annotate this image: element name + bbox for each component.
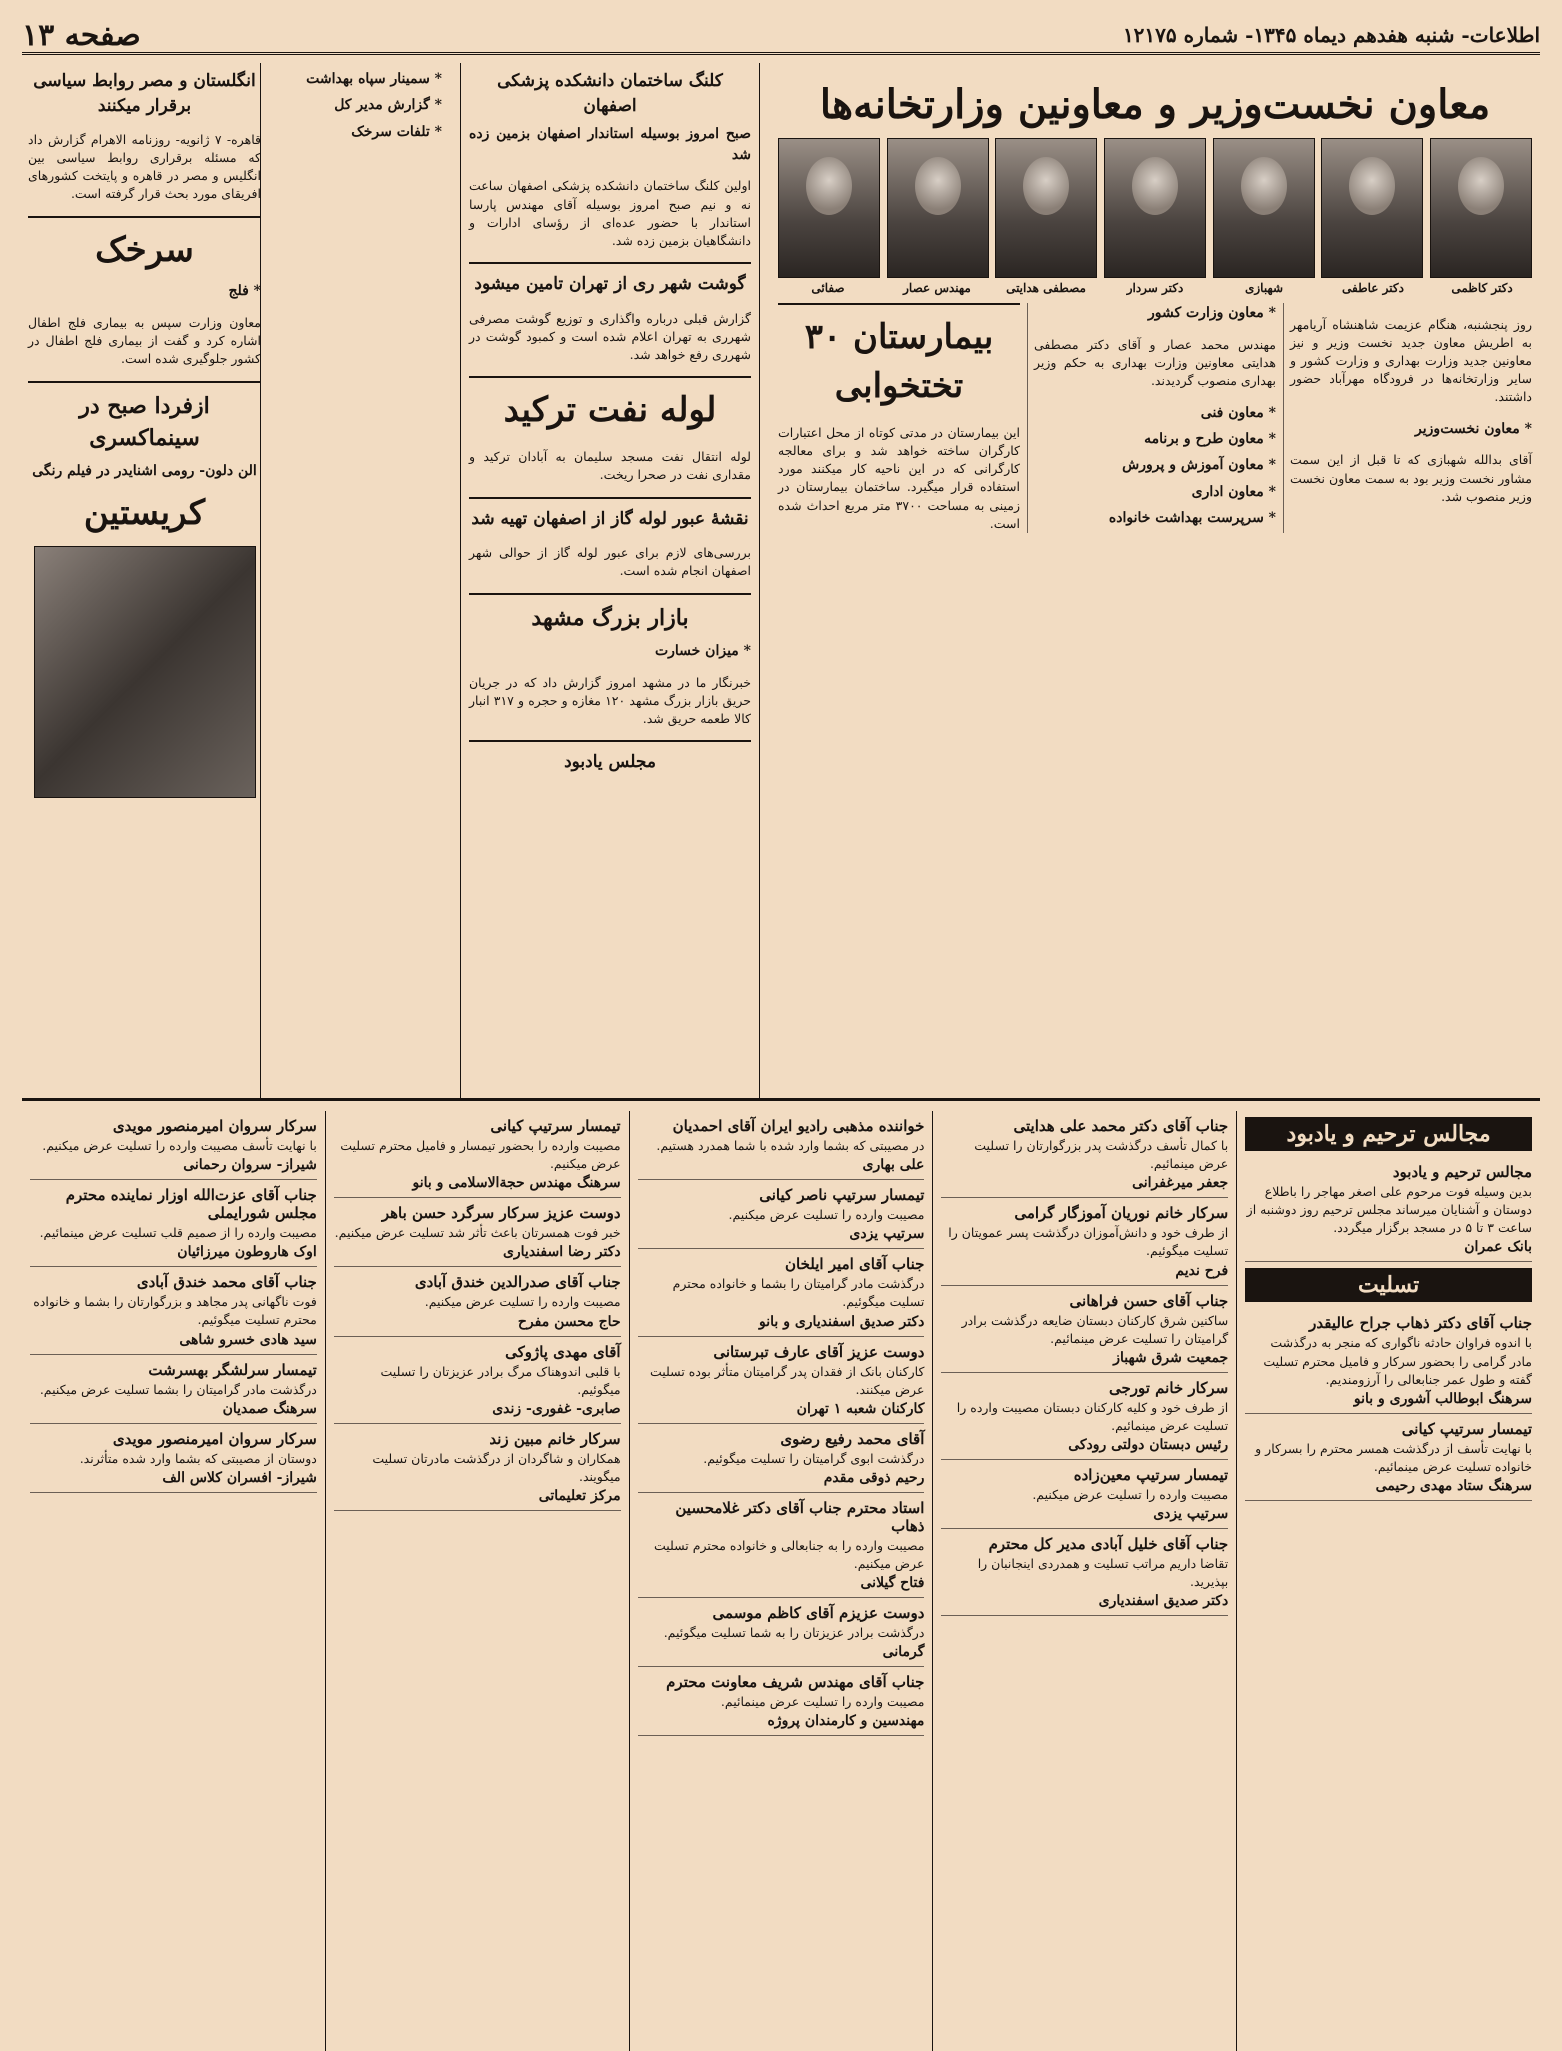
obit-body: از طرف خود و دانش‌آموزان درگذشت پسر عمویتان را تسلیت میگوئیم. xyxy=(948,1225,1229,1259)
obit-body: دوستان از مصیبتی که بشما وارد شده متأثرند. xyxy=(79,1450,317,1466)
portrait-photo xyxy=(995,138,1097,278)
obit-notice xyxy=(638,1424,925,1493)
portrait-photo xyxy=(1430,138,1532,278)
lead-story xyxy=(770,63,1540,1098)
obit-sign: جمعیت شرق شهباز xyxy=(1113,1349,1229,1366)
obit-title: خواننده مذهبی رادیو ایران آقای احمدیان xyxy=(672,1117,925,1135)
film-ad-subtitle: الن دلون- رومی اشنایدر در فیلم رنگی xyxy=(32,462,257,479)
left-center-column xyxy=(260,63,450,1098)
portrait-captions xyxy=(778,281,1532,295)
lead-subhead: * سرپرست بهداشت خانواده xyxy=(1108,509,1276,526)
section-box-title: تسلیت xyxy=(1245,1268,1532,1302)
obit-sign: سید هادی خسرو شاهی xyxy=(179,1331,317,1348)
obit-notice xyxy=(30,1180,317,1267)
obituaries-section xyxy=(22,1111,1540,2051)
obit-body: با کمال تأسف درگذشت پدر بزرگوارتان را تسلیت عرض مینمائیم. xyxy=(974,1138,1229,1172)
divider xyxy=(469,740,751,742)
obit-notice xyxy=(941,1460,1228,1529)
obit-title: سرکار سروان امیرمنصور مویدی xyxy=(112,1117,317,1135)
portrait-photo xyxy=(1321,138,1423,278)
obit-notice xyxy=(334,1267,621,1336)
obit-title: سرکار خانم مبین زند xyxy=(489,1429,621,1448)
obit-notice xyxy=(30,1111,317,1180)
story-subhead: * میزان خسارت xyxy=(654,642,751,659)
obit-title: جناب آقای دکتر محمد علی هدایتی xyxy=(1013,1117,1229,1135)
obit-notice xyxy=(30,1424,317,1493)
far-left-column xyxy=(22,63,267,1098)
obit-notice xyxy=(638,1598,925,1667)
obit-title: استاد محترم جناب آقای دکتر غلامحسین ذهاب xyxy=(675,1498,925,1535)
story-body: خبرنگار ما در مشهد امروز گزارش داد که در جریان حریق بازار بزرگ مشهد ۱۲۰ مغازه و حجره و ۳۱۷ انبار کالا طعمه حریق شد. xyxy=(469,674,751,726)
obit-notice xyxy=(941,1111,1228,1198)
story-subhead: * گزارش مدیر کل xyxy=(334,97,442,114)
center-column xyxy=(460,63,760,1098)
obit-title: دوست عزیز آقای عارف تبرستانی xyxy=(713,1342,925,1361)
obit-body: کارکنان بانک از فقدان پدر گرامیتان متأثر بوده تسلیت عرض میکنند. xyxy=(649,1363,925,1397)
obit-sign: شیراز- افسران کلاس الف xyxy=(162,1469,317,1486)
obit-title: جناب آقای دکتر ذهاب جراح عالیقدر xyxy=(1309,1314,1532,1333)
obit-body: درگذشت مادر گرامیتان را بشما تسلیت عرض میکنیم. xyxy=(39,1381,317,1397)
obit-body: مصیبت وارده را تسلیت عرض میکنیم. xyxy=(728,1207,925,1223)
obit-notice xyxy=(1245,1414,1532,1501)
obit-body: با نهایت تأسف از درگذشت همسر محترم را بسرکار و خانواده تسلیت عرض مینمائیم. xyxy=(1255,1440,1532,1474)
obit-notice xyxy=(1245,1157,1532,1262)
obit-title: تیمسار سرلشگر بهسرشت xyxy=(148,1360,317,1379)
obit-notice xyxy=(334,1198,621,1267)
lead-headline: معاون نخست‌وزیر و معاونین وزارتخانه‌ها xyxy=(819,81,1491,128)
lead-subhead: * معاون اداری xyxy=(1191,483,1276,500)
lead-subhead: * معاون وزارت کشور xyxy=(1147,305,1276,321)
obit-body: ساکنین شرق کارکنان دبستان ضایعه درگذشت برادر گرامیتان را تسلیت عرض مینمائیم. xyxy=(961,1312,1229,1346)
story-headline: لوله نفت ترکید xyxy=(503,390,717,431)
obit-notice xyxy=(941,1286,1228,1373)
obit-body: مصیبت وارده را از صمیم قلب تسلیت عرض مینمائیم. xyxy=(39,1225,317,1241)
obit-title: سرکار خانم نوریان آموزگار گرامی xyxy=(1014,1204,1229,1223)
lead-subhead: * معاون نخست‌وزیر xyxy=(1415,420,1532,437)
obit-notice xyxy=(941,1198,1228,1285)
lead-subhead: * معاون فنی xyxy=(1200,404,1276,421)
obit-body: از طرف خود و کلیه کارکنان دبستان مصیبت وارده را تسلیت عرض مینمائیم. xyxy=(956,1399,1229,1433)
story-headline: انگلستان و مصر روابط سیاسی برقرار میکنند xyxy=(33,71,256,116)
obit-notice xyxy=(30,1355,317,1424)
divider xyxy=(469,262,751,264)
obit-notice xyxy=(941,1373,1228,1460)
story-subhead: * سمینار سپاه بهداشت xyxy=(306,71,442,87)
obit-title: جناب آقای خلیل آبادی مدیر کل محترم xyxy=(988,1535,1229,1554)
lead-subhead: * معاون آموزش و پرورش xyxy=(1122,457,1276,474)
obit-notice xyxy=(638,1493,925,1598)
obit-sign: علی بهاری xyxy=(862,1157,925,1174)
portrait-photo xyxy=(887,138,989,278)
obit-sign: سرهنگ ابوطالب آشوری و بانو xyxy=(1353,1390,1532,1407)
obit-sign: مهندسین و کارمندان پروژه xyxy=(767,1713,925,1730)
obit-sign: رئیس دبستان دولتی رودکی xyxy=(1068,1437,1229,1453)
obit-body: با اندوه فراوان حادثه ناگواری که منجر به درگذشت مادر گرامی را بحضور سرکار و فامیل محترم تسلیت گفته و طول عمر جنابعالی را آرزومندیم. xyxy=(1263,1335,1532,1387)
obit-title: جناب آقای عزت‌الله اوزار نماینده محترم مجلس شورایملی xyxy=(65,1186,317,1223)
divider xyxy=(469,593,751,595)
hospital-headline: بیمارستان ۳۰ تختخوابی xyxy=(804,317,994,407)
obit-notice xyxy=(1245,1308,1532,1413)
obit-notice xyxy=(334,1337,621,1424)
obit-title: آقای محمد رفیع رضوی xyxy=(780,1429,925,1448)
obit-body: مصیبت وارده را به جنابعالی و خانواده محترم تسلیت عرض میکنیم. xyxy=(653,1537,925,1571)
obit-notice xyxy=(638,1249,925,1336)
film-ad-title: ازفردا صبح در سینماکسری xyxy=(79,392,210,451)
section-box-title: مجالس ترحیم و یادبود xyxy=(1245,1117,1532,1151)
divider xyxy=(28,381,261,383)
upper-section xyxy=(22,63,1540,1101)
obit-title: سرکار سروان امیرمنصور مویدی xyxy=(112,1429,317,1448)
obit-body: فوت ناگهانی پدر مجاهد و بزرگوارتان را بشما و خانواده محترم تسلیت میگوئیم. xyxy=(33,1294,317,1328)
story-subhead: صبح امروز بوسیله استاندار اصفهان بزمین زده شد xyxy=(469,126,751,163)
story-subhead: * تلفات سرخک xyxy=(351,123,442,140)
obit-title: جناب آقای صدرالدین خندق آبادی xyxy=(414,1273,621,1292)
obit-body: مصیبت وارده را تسلیت عرض میکنیم. xyxy=(1032,1487,1229,1502)
obit-notice xyxy=(638,1337,925,1424)
story-headline: سرخک xyxy=(95,229,194,270)
obit-column xyxy=(629,1111,933,2051)
obit-sign: دکتر رضا اسفندیاری xyxy=(502,1244,621,1261)
lead-paragraph: آقای بدالله شهبازی که تا قبل از این سمت مشاور نخست وزیر بود به سمت معاون نخست وزیر منصوب شد. xyxy=(1290,452,1532,504)
story-body: اولین کلنگ ساختمان دانشکده پزشکی اصفهان ساعت نه و نیم صبح امروز بوسیله آقای مهندس پارسا استاندار با حضور عده‌ای از رؤسای ادارات و دانشگاهیان بزمین زده شد. xyxy=(469,178,751,248)
obit-sign: دکتر صدیق اسفندیاری و بانو xyxy=(759,1313,925,1330)
obit-title: سرکار خانم تورجی xyxy=(1109,1378,1229,1397)
page-number: صفحه ۱۳ xyxy=(22,17,141,53)
portrait-caption: مهندس عصار xyxy=(903,281,971,295)
masthead-date: اطلاعات- شنبه هفدهم دیماه ۱۳۴۵- شماره ۱۲۱۷۵ xyxy=(1122,23,1540,47)
film-ad-name: کریستین xyxy=(83,492,206,533)
obit-body: تقاضا داریم مراتب تسلیت و همدردی اینجانبان را بپذیرید. xyxy=(977,1556,1229,1590)
obit-sign: فتاح گیلانی xyxy=(860,1575,925,1592)
portrait-caption: مصطفی هدایتی xyxy=(1006,281,1086,295)
story-body: معاون وزارت سپس به بیماری فلج اطفال اشاره کرد و گفت از بیماری فلج اطفال در کشور جلوگیری شده است. xyxy=(28,314,261,367)
portrait-caption: شهبازی xyxy=(1244,281,1284,295)
obit-sign: رحیم ذوقی مقدم xyxy=(823,1469,925,1486)
obit-column xyxy=(1236,1111,1540,2051)
story-headline: گوشت شهر ری از تهران تامین میشود xyxy=(474,274,746,295)
obit-body: همکاران و شاگردان از درگذشت مادرتان تسلیت میگویند. xyxy=(372,1450,621,1484)
obit-body: با قلبی اندوهناک مرگ برادر عزیزتان را تسلیت میگوئیم. xyxy=(380,1363,621,1397)
obit-notice xyxy=(30,1267,317,1354)
story-headline: بازار بزرگ مشهد xyxy=(531,604,689,631)
story-body: لوله انتقال نفت مسجد سلیمان به آبادان ترکید و مقداری نفت در صحرا ریخت. xyxy=(469,449,751,483)
obit-body: بدین وسیله فوت مرحوم علی اصغر مهاجر را باطلاع دوستان و آشنایان میرساند مجلس ترحیم روز دوشنبه از ساعت ۳ تا ۵ در مسجد برگزار میگردد. xyxy=(1246,1184,1532,1236)
story-body: گزارش قبلی درباره واگذاری و توزیع گوشت مصرفی شهرری به تهران اعلام شده است و کمبود گوشت در شهرری رفع خواهد شد. xyxy=(469,310,751,362)
obit-title: مجالس ترحیم و یادبود xyxy=(1392,1163,1532,1181)
obit-title: دوست عزیزم آقای کاظم موسمی xyxy=(712,1604,925,1623)
obit-column xyxy=(22,1111,325,2051)
portrait-photo xyxy=(1104,138,1206,278)
obit-sign: سرتیپ یزدی xyxy=(849,1226,925,1243)
obit-column xyxy=(325,1111,629,2051)
portrait-photo xyxy=(1213,138,1315,278)
obit-notice xyxy=(941,1529,1228,1616)
story-subhead: * فلج xyxy=(228,283,261,300)
hospital-body: این بیمارستان در مدتی کوتاه از محل اعتبارات کارگران ساخته خواهد شد و برای معالجه کارگرانی که در این ناحیه کار میکنند مورد استفاده قرار میگیرد. ساختمان بیمارستان در زمینی به مساحت ۳۷۰۰ متر مربع احداث شده است. xyxy=(778,425,1020,531)
obit-title: تیمسار سرتیپ کیانی xyxy=(1401,1419,1532,1438)
obit-body: مصیبت وارده را بحضور تیمسار و فامیل محترم تسلیت عرض میکنیم. xyxy=(340,1138,621,1172)
obit-sign: دکتر صدیق اسفندیاری xyxy=(1098,1593,1229,1610)
obit-notice xyxy=(334,1111,621,1198)
divider xyxy=(469,376,751,378)
obit-sign: حاج محسن مفرح xyxy=(517,1313,621,1330)
obit-sign: کارکنان شعبه ۱ تهران xyxy=(796,1400,925,1417)
portrait-caption: دکتر کاظمی xyxy=(1451,281,1513,295)
obit-sign: سرهنگ صمدیان xyxy=(222,1400,317,1417)
obit-sign: اوک هاروطون میرزائیان xyxy=(177,1244,317,1261)
obit-sign: صابری- غفوری- زندی xyxy=(492,1400,621,1417)
obit-sign: گرمانی xyxy=(882,1644,925,1661)
divider xyxy=(28,216,261,218)
obit-body: درگذشت ابوی گرامیتان را تسلیت میگوئیم. xyxy=(703,1450,925,1466)
obit-sign: سرهنگ مهندس حجةالاسلامی و بانو xyxy=(412,1175,621,1192)
obit-body: درگذشت برادر عزیزتان را به شما تسلیت میگوئیم. xyxy=(663,1625,925,1641)
story-headline: مجلس یادبود xyxy=(564,752,656,773)
story-headline: کلنگ ساختمان دانشکده پزشکی اصفهان xyxy=(497,71,723,116)
obit-sign: شیراز- سروان رحمانی xyxy=(183,1157,317,1174)
masthead xyxy=(22,18,1540,55)
portrait-row xyxy=(778,138,1532,278)
obit-sign: بانک عمران xyxy=(1464,1239,1532,1256)
divider xyxy=(469,497,751,499)
obit-sign: جعفر میرغفرانی xyxy=(1132,1175,1229,1192)
divider xyxy=(778,303,1020,305)
obit-title: جناب آقای حسن فراهانی xyxy=(1069,1291,1229,1310)
lead-paragraph: مهندس محمد عصار و آقای دکتر مصطفی هدایتی معاونین وزارت بهداری به حکم وزیر بهداری منصوب گردیدند. xyxy=(1034,336,1276,389)
obit-title: دوست عزیز سرکار سرگرد حسن باهر xyxy=(381,1204,621,1223)
obit-body: خبر فوت همسرتان باعث تأثر شد تسلیت عرض میکنیم. xyxy=(334,1225,621,1241)
obit-sign: فرح ندیم xyxy=(1175,1262,1229,1279)
portrait-caption: صفائی xyxy=(811,281,845,295)
obit-notice xyxy=(638,1667,925,1736)
obit-title: آقای مهدی پاژوکی xyxy=(505,1342,621,1361)
obit-sign: مرکز تعلیماتی xyxy=(538,1488,621,1504)
portrait-caption: دکتر سردار xyxy=(1126,281,1184,295)
film-still-photo xyxy=(34,546,256,798)
obit-notice xyxy=(638,1111,925,1180)
lead-paragraph: روز پنجشنبه، هنگام عزیمت شاهنشاه آریامهر به اطریش معاون جدید نخست وزیر و نیز معاونین جدید وزارت بهداری و وزارت کشور و سایر وزارتخانه‌ها در فرودگاه مهرآباد حضور داشتند. xyxy=(1290,316,1532,404)
obit-title: جناب آقای محمد خندق آبادی xyxy=(136,1273,317,1292)
obit-title: تیمسار سرتیپ معین‌زاده xyxy=(1073,1466,1229,1484)
obit-column xyxy=(932,1111,1236,2051)
obit-body: مصیبت وارده را تسلیت عرض میکنیم. xyxy=(424,1294,621,1310)
obit-body: مصیبت وارده را تسلیت عرض مینمائیم. xyxy=(720,1694,925,1710)
obit-title: جناب آقای مهندس شریف معاونت محترم xyxy=(666,1673,925,1692)
obit-title: جناب آقای امیر ایلخان xyxy=(785,1255,925,1274)
obit-body: با نهایت تأسف مصیبت وارده را تسلیت عرض میکنیم. xyxy=(42,1138,317,1153)
obit-body: درگذشت مادر گرامیتان را بشما و خانواده محترم تسلیت میگوئیم. xyxy=(672,1276,925,1310)
obit-notice xyxy=(334,1424,621,1511)
obit-notice xyxy=(638,1180,925,1249)
obit-title: تیمسار سرتیپ ناصر کیانی xyxy=(759,1186,925,1205)
lead-body xyxy=(778,303,1532,533)
obit-title: تیمسار سرتیپ کیانی xyxy=(490,1117,621,1135)
story-body: قاهره- ۷ ژانویه- روزنامه الاهرام گزارش داد که مسئله برقراری روابط سیاسی بین انگلیس و مصر در قاهره و پایتخت کشورهای افریقای مورد بحث قرار گرفته است. xyxy=(28,131,261,202)
obit-sign: سرتیپ یزدی xyxy=(1153,1506,1229,1523)
portrait-photo xyxy=(778,138,880,278)
portrait-caption: دکتر عاطفی xyxy=(1342,281,1404,295)
story-body: بررسی‌های لازم برای عبور لوله گاز از حوالی شهر اصفهان انجام شده است. xyxy=(469,545,751,579)
story-headline: نقشهٔ عبور لوله گاز از اصفهان تهیه شد xyxy=(471,508,749,529)
obit-body: در مصیبتی که بشما وارد شده با شما همدرد هستیم. xyxy=(656,1138,925,1153)
obit-sign: سرهنگ ستاد مهدی رحیمی xyxy=(1375,1478,1532,1494)
lead-subhead: * معاون طرح و برنامه xyxy=(1144,430,1276,447)
